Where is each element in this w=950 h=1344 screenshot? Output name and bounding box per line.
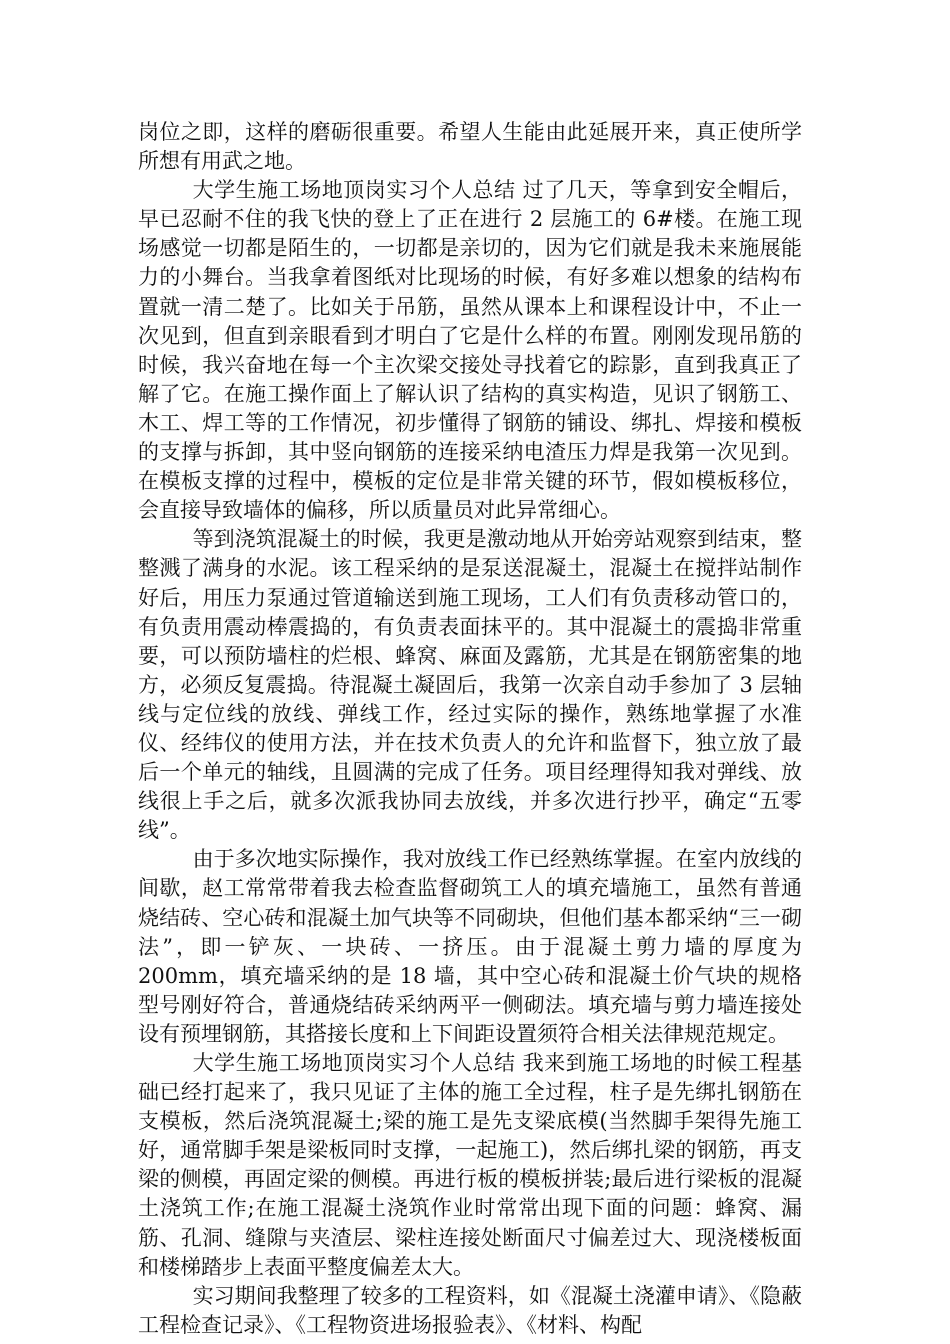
paragraph-engineering-records: 实习期间我整理了较多的工程资料，如《混凝土浇灌申请》、《隐蔽工程检查记录》、《工程物资进场报验表》、《材料、构配	[138, 1283, 802, 1337]
paragraph-main-structure: 大学生施工场地顶岗实习个人总结 我来到施工场地的时候工程基础已经打起来了，我只见证了主体的施工全过程，柱子是先绑扎钢筋在支模板，然后浇筑混凝土;梁的施工是先支梁底模(当然脚手架得先施工好，通常脚手架是梁板同时支撑，一起施工)，然后绑扎梁的钢筋，再支梁的侧模，再固定梁的侧模。再进行板的模板拼装;最后进行梁板的混凝土浇筑工作;在施工混凝土浇筑作业时常常出现下面的问题：蜂窝、漏筋、孔洞、缝隙与夹渣层、梁柱连接处断面尺寸偏差过大、现浇楼板面和楼梯踏步上表面平整度偏差太大。	[138, 1051, 802, 1279]
paragraph-continuation: 岗位之即，这样的磨砺很重要。希望人生能由此延展开来，真正使所学所想有用武之地。	[138, 120, 802, 174]
paragraph-concrete-pouring: 等到浇筑混凝土的时候，我更是激动地从开始旁站观察到结束，整整溅了满身的水泥。该工程采纳的是泵送混凝土，混凝土在搅拌站制作好后，用压力泵通过管道输送到施工现场，工人们有负责移动管口的，有负责用震动棒震捣的，有负责表面抹平的。其中混凝土的震捣非常重要，可以预防墙柱的烂根、蜂窝、麻面及露筋，尤其是在钢筋密集的地方，必须反复震捣。待混凝土凝固后，我第一次亲自动手参加了 3 层轴线与定位线的放线、弹线工作，经过实际的操作，熟练地掌握了水准仪、经纬仪的使用方法，并在技术负责人的允许和监督下，独立放了最后一个单元的轴线，且圆满的完成了任务。项目经理得知我对弹线、放线很上手之后，就多次派我协同去放线，并多次进行抄平，确定“五零线”。	[138, 527, 802, 843]
document-body	[138, 118, 802, 1340]
paragraph-masonry-inspection: 由于多次地实际操作，我对放线工作已经熟练掌握。在室内放线的间歇，赵工常常带着我去检查监督砌筑工人的填充墙施工，虽然有普通烧结砖、空心砖和混凝土加气块等不同砌块，但他们基本都采纳“三一砌法”，即一铲灰、一块砖、一挤压。由于混凝土剪力墙的厚度为 200mm，填充墙采纳的是 18 墙，其中空心砖和混凝土价气块的规格型号刚好符合，普通烧结砖采纳两平一侧砌法。填充墙与剪力墙连接处设有预埋钢筋，其搭接长度和上下间距设置须符合相关法律规范规定。	[138, 847, 802, 1046]
paragraph-site-first-visit: 大学生施工场地顶岗实习个人总结 过了几天，等拿到安全帽后，早已忍耐不住的我飞快的登上了正在进行 2 层施工的 6#楼。在施工现场感觉一切都是陌生的，一切都是亲切的，因为它们就是我未来施展能力的小舞台。当我拿着图纸对比现场的时候，有好多难以想象的结构布置就一清二楚了。比如关于吊筋，虽然从课本上和课程设计中，不止一次见到，但直到亲眼看到才明白了它是什么样的布置。刚刚发现吊筋的时候，我兴奋地在每一个主次梁交接处寻找着它的踪影，直到我真正了解了它。在施工操作面上了解认识了结构的真实构造，见识了钢筋工、木工、焊工等的工作情况，初步懂得了钢筋的铺设、绑扎、焊接和模板的支撑与拆卸，其中竖向钢筋的连接采纳电渣压力焊是我第一次见到。在模板支撑的过程中，模板的定位是非常关键的环节，假如模板移位，会直接导致墙体的偏移，所以质量员对此异常细心。	[138, 178, 802, 523]
